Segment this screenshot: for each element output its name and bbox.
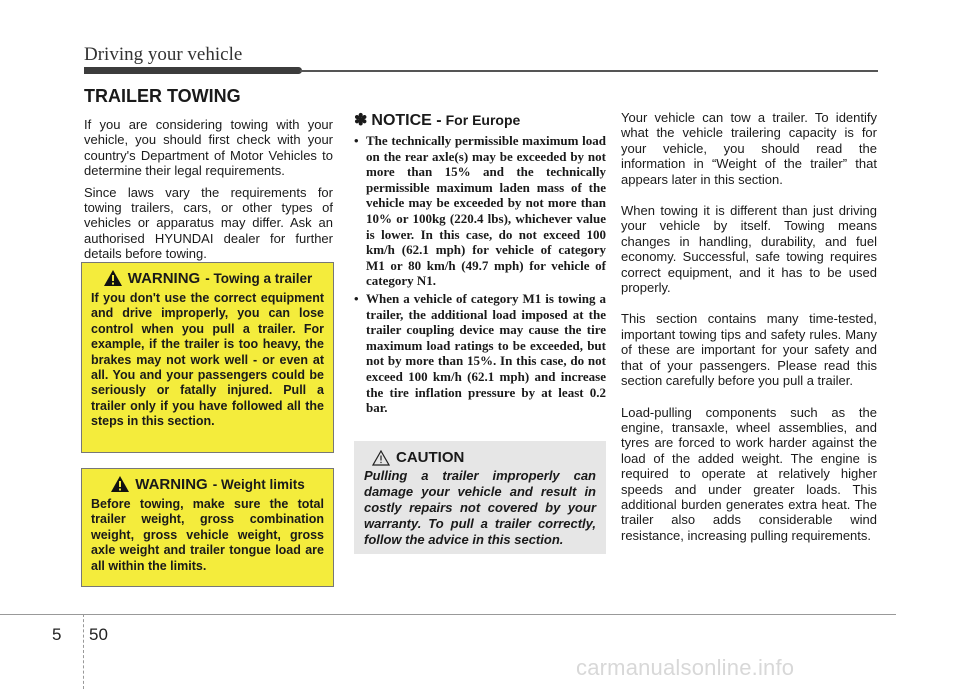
footer-divider [83,614,85,689]
caution-text: Pulling a trailer improperly can damage your vehicle and result in costly repairs not covered by your warranty. To pull a trailer correctly, follow the advice in this section. [364,468,596,547]
notice-europe [354,110,606,418]
warning-subtitle: - Weight limits [212,476,305,492]
notice-list [354,133,606,416]
caution-triangle-icon [372,450,390,466]
chapter-title: Driving your vehicle [84,44,243,65]
info-paragraph-4: Load-pulling components such as the engine, transaxle, wheel assemblies, and tyres are forced to work harder against the load of the added weight. The engine is required to operate at relatively higher speeds and under greater loads. This additional burden generates extra heat. The trailer also adds considerable wind resistance, increasing pulling requirements. [621,404,877,543]
caution-label: CAUTION [396,449,465,466]
intro-column [84,117,333,268]
warning-label: WARNING [135,475,208,493]
notice-subtitle: For Europe [445,112,521,128]
warning-towing-text: If you don't use the correct equipment and drive improperly, you can lose control when you pull a trailer. For example, if the trailer is too heavy, the brakes may not work well - or even at all. You and your passengers could be seriously or fatally injured. Pull a trailer only if you have followed all the steps in this section. [91,291,324,429]
intro-paragraph-2: Since laws vary the requirements for towing trailers, cars, or other types of vehicles or apparatus may differ. Ask an authorised HYUNDAI dealer for further details before towing. [84,184,333,262]
notice-label: NOTICE - [371,112,442,129]
warning-label: WARNING [127,269,201,287]
intro-paragraph-1: If you are considering towing with your vehicle, you should first check with your country's Department of Motor Vehicles to determine their legal requirements. [84,117,333,179]
caution-header [372,449,596,466]
section-title: TRAILER TOWING [84,86,241,106]
footer-rule [0,614,896,615]
warning-weight-box [81,468,334,587]
header-rule [300,70,878,72]
warning-towing-header [91,269,324,287]
info-paragraph-3: This section contains many time-tested, important towing tips and safety rules. Many of these are important for your safety and that of your passengers. Please read this section carefully before you pull a trailer. [621,311,877,389]
warning-subtitle: - Towing a trailer [205,270,313,286]
notice-item: • The technically permissible maximum load on the rear axle(s) may be exceeded by not more than 15% and the technically permissible maximum laden mass of the vehicle may be exceeded by not more than 10% or 100kg (220.4 lbs), whichever value is lower. In this case, do not exceed 100 km/h (62.1 mph) for vehicle of category M1 or 80 km/h (49.7 mph) for vehicle of category N1. [354,133,606,289]
watermark: carmanualsonline.info [576,655,795,680]
warning-weight-text: Before towing, make sure the total trailer weight, gross combination weight, gross vehicle weight, gross axle weight and trailer tongue load are all within the limits. [91,497,324,573]
warning-towing-box [81,262,334,453]
page-number: 50 [89,625,108,644]
info-paragraph-1: Your vehicle can tow a trailer. To identify what the vehicle trailering capacity is for your vehicle, you should read the information in “Weight of the trailer” that appears later in this section. [621,110,877,187]
notice-header [354,110,606,130]
notice-asterisk-icon: ✽ [354,112,368,129]
notice-item: • When a vehicle of category M1 is towing a trailer, the additional load imposed at the trailer coupling device may cause the tire maximum load ratings to be exceeded, but not by more than 15%. In this case, do not exceed 100 km/h (62.1 mph) and increase the tire inflation pressure by at least 0.2 bar. [354,290,606,416]
caution-box [354,441,606,554]
info-paragraph-2: When towing it is different than just driving your vehicle by itself. Towing means changes in handling, durability, and fuel economy. Successful, safe towing requires correct equipment, and it has to be used properly. [621,203,877,296]
page-chapter-number: 5 [52,625,62,644]
warning-weight-header [91,475,324,493]
header-bar [84,67,302,74]
towing-info-column [621,110,877,559]
warning-triangle-icon [110,475,130,493]
warning-triangle-icon [103,269,123,287]
